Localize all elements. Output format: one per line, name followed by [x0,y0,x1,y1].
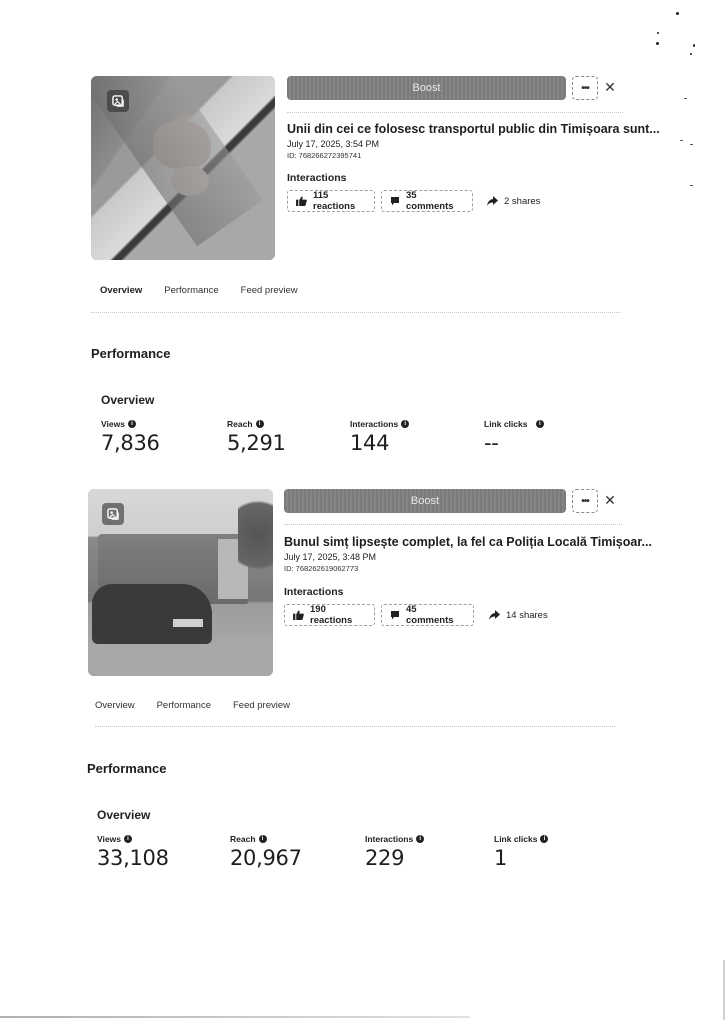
info-icon[interactable]: i [401,420,409,428]
more-options-button[interactable]: ••• [572,489,598,513]
interactions-heading: Interactions [284,586,344,598]
tab-performance[interactable]: Performance [164,285,219,296]
metric-value: 7,836 [101,431,160,455]
metric-label: Reach [227,419,253,429]
metric-value: -- [484,431,499,455]
close-icon[interactable]: ✕ [604,491,616,508]
page-edge [0,1016,470,1018]
metric-interactions [365,834,424,870]
metric-reach [230,834,302,870]
reactions-chip[interactable] [284,604,375,626]
reactions-count: 190 reactions [310,604,353,626]
info-icon[interactable]: i [256,420,264,428]
metric-interactions [350,419,409,455]
boost-button[interactable]: Boost [287,76,566,100]
divider [287,112,623,113]
scan-speck [676,12,679,15]
comments-count: 35 comments [406,190,454,212]
info-icon[interactable]: i [259,835,267,843]
post-thumbnail[interactable] [88,489,273,676]
post-tabs [100,285,298,296]
scan-speck [684,98,687,99]
metric-views [97,834,169,870]
info-icon[interactable]: i [540,835,548,843]
scan-speck [680,140,683,141]
post-thumbnail[interactable] [91,76,275,260]
info-icon[interactable]: i [416,835,424,843]
performance-heading: Performance [91,346,171,361]
share-icon [489,610,500,620]
scan-speck [690,144,693,145]
comment-icon [390,196,400,206]
post-date: July 17, 2025, 3:54 PM [287,139,380,149]
photo-icon [107,90,129,112]
scan-speck [690,185,693,186]
tab-overview[interactable]: Overview [95,700,135,711]
shares-count: 14 shares [506,609,548,621]
reactions-chip[interactable] [287,190,375,212]
post-title[interactable]: Bunul simț lipsește complet, la fel ca Poliția Locală Timișoar... [284,535,652,549]
metric-value: 5,291 [227,431,286,455]
metric-link-clicks [494,834,548,870]
post-tabs [95,700,290,711]
shares-chip[interactable] [489,604,559,626]
metric-reach [227,419,286,455]
comments-count: 45 comments [406,604,454,626]
metric-value: 1 [494,846,508,870]
metric-value: 33,108 [97,846,169,870]
metric-label: Link clicks [484,419,528,429]
post-id: ID: 768266272395741 [287,151,362,160]
tab-overview[interactable]: Overview [100,285,143,296]
comments-chip[interactable] [381,604,474,626]
photo-icon [102,503,124,525]
tabs-divider [91,312,621,313]
more-options-button[interactable]: ••• [572,76,598,100]
info-icon[interactable]: i [124,835,132,843]
close-icon[interactable]: ✕ [604,78,616,95]
scan-speck [693,44,695,47]
tab-performance[interactable]: Performance [156,700,211,711]
scan-speck [657,32,659,34]
performance-heading: Performance [87,761,167,776]
comments-chip[interactable] [381,190,473,212]
post-title[interactable]: Unii din cei ce folosesc transportul public din Timișoara sunt... [287,122,660,136]
comment-icon [390,610,400,620]
post-date: July 17, 2025, 3:48 PM [284,552,377,562]
interactions-heading: Interactions [287,172,347,184]
metric-value: 144 [350,431,390,455]
metric-value: 229 [365,846,405,870]
metric-label: Reach [230,834,256,844]
info-icon[interactable]: i [128,420,136,428]
metric-label: Views [101,419,125,429]
divider [284,524,622,525]
info-icon[interactable]: i [536,420,544,428]
metric-label: Link clicks [494,834,538,844]
metric-label: Interactions [365,834,414,844]
metric-link-clicks [484,419,544,455]
metric-value: 20,967 [230,846,302,870]
like-icon [296,196,307,206]
scan-speck [690,53,692,55]
shares-count: 2 shares [504,195,541,207]
scan-speck [656,42,659,45]
tab-feed-preview[interactable]: Feed preview [232,700,291,711]
metric-label: Views [97,834,121,844]
boost-button[interactable]: Boost [284,489,566,513]
share-icon [487,196,498,206]
like-icon [293,610,304,620]
post-id: ID: 768262619062773 [284,564,359,573]
reactions-count: 115 reactions [313,190,356,212]
tab-feed-preview[interactable]: Feed preview [240,285,298,296]
shares-chip[interactable] [487,190,557,212]
overview-heading: Overview [101,393,155,407]
overview-heading: Overview [97,808,151,822]
metric-views [101,419,160,455]
metric-label: Interactions [350,419,399,429]
tabs-divider [95,726,615,727]
